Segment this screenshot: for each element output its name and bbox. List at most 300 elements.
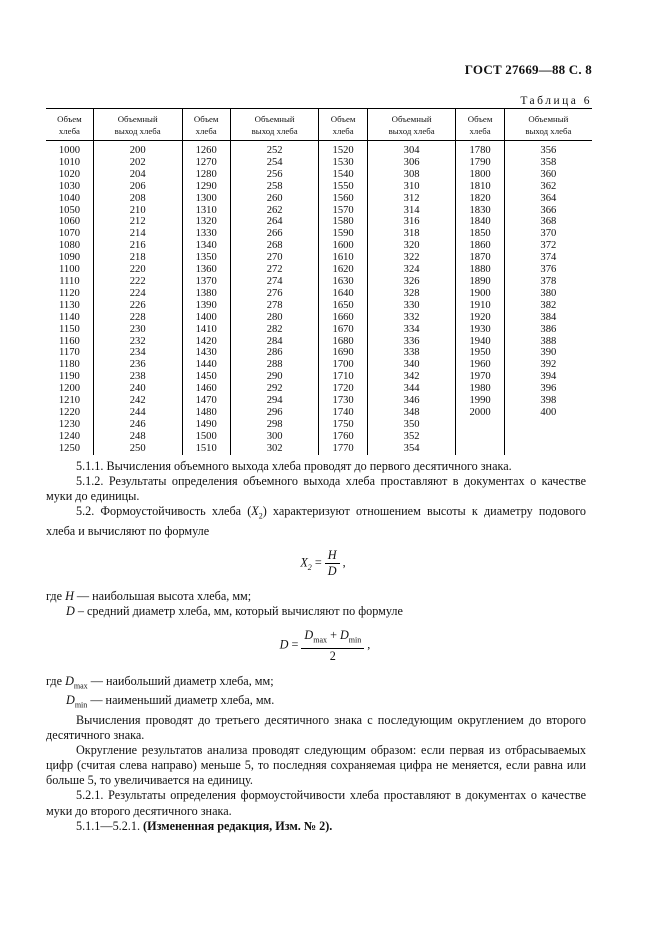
table-cell: 1100 — [59, 264, 80, 276]
table-cell: 1580 — [319, 216, 367, 228]
table-cell: 1610 — [319, 252, 367, 264]
table-cell: 200 — [93, 141, 182, 157]
document-body — [46, 459, 586, 834]
table-cell: 376 — [504, 264, 592, 276]
table-cell: 1210 — [58, 395, 81, 407]
table-cell: 400 — [504, 407, 592, 419]
formula-d-lhs: D — [279, 637, 289, 652]
page-header: ГОСТ 27669—88 С. 8 — [464, 62, 592, 77]
table-cell: 348 — [367, 407, 456, 419]
table-cell: 1320 — [182, 216, 230, 228]
table-cell: 1820 — [456, 193, 504, 205]
table-cell: 352 — [367, 431, 456, 443]
table-cell: 1840 — [456, 216, 504, 228]
table-cell: 208 — [93, 193, 182, 205]
p52-variable: X — [251, 504, 259, 519]
num-dmax-var: D — [304, 628, 314, 643]
table-cell: 1980 — [456, 383, 504, 395]
table-row — [46, 324, 592, 336]
table-cell: 1050 — [58, 204, 81, 216]
table-cell: 1140 — [59, 311, 80, 323]
table-cell: 232 — [93, 336, 182, 348]
table-cell — [504, 443, 592, 455]
table-cell: 368 — [504, 216, 592, 228]
table-header-cell — [456, 109, 504, 141]
table-cell: 1480 — [182, 407, 230, 419]
table-cell: 1150 — [59, 323, 80, 335]
table-cell: 206 — [93, 181, 182, 193]
table-cell: 310 — [367, 181, 456, 193]
table-cell: 1190 — [59, 371, 80, 383]
table-cell: 1520 — [319, 141, 367, 157]
table-cell: 398 — [504, 395, 592, 407]
table-cell: 272 — [230, 264, 319, 276]
table-cell: 388 — [504, 336, 592, 348]
table-cell: 380 — [504, 288, 592, 300]
table-cell: 1860 — [456, 240, 504, 252]
table-cell: 306 — [367, 157, 456, 169]
table-header-cell — [367, 109, 456, 141]
header-line: выход хлеба — [251, 126, 298, 136]
header-line: хлеба — [58, 126, 80, 136]
table-cell: 264 — [230, 216, 319, 228]
paragraph-amendment — [46, 819, 586, 834]
table-cell: 218 — [93, 252, 182, 264]
table-cell: 1080 — [58, 240, 81, 252]
paragraph-5-2 — [46, 504, 586, 539]
table-cell: 1920 — [456, 312, 504, 324]
table-cell: 1700 — [319, 359, 367, 371]
table-row — [46, 395, 592, 407]
table-cell: 1890 — [456, 276, 504, 288]
table-row — [46, 252, 592, 264]
table-row — [46, 347, 592, 359]
table-cell: 334 — [367, 324, 456, 336]
table-cell: 270 — [230, 252, 319, 264]
table-cell: 342 — [367, 371, 456, 383]
formula-x2 — [46, 548, 586, 579]
table-cell: 1300 — [182, 193, 230, 205]
table-cell: 1870 — [456, 252, 504, 264]
table-cell: 366 — [504, 205, 592, 217]
table-cell: 1740 — [319, 407, 367, 419]
def-dmin-sub: min — [74, 700, 88, 710]
header-line: выход хлеба — [525, 126, 572, 136]
formula-d-eq: = — [288, 637, 302, 652]
table-cell: 1460 — [182, 383, 230, 395]
table-cell: 1660 — [319, 312, 367, 324]
table-cell: 1020 — [58, 168, 81, 180]
amendment-ref: 5.1.1—5.2.1. — [76, 818, 144, 833]
table-cell: 1220 — [58, 406, 81, 418]
table-header-row — [46, 109, 592, 141]
table-row — [46, 407, 592, 419]
table-cell: 354 — [367, 443, 456, 455]
header-line: Объемный — [391, 114, 432, 124]
table-cell: 1380 — [182, 288, 230, 300]
table-cell — [456, 431, 504, 443]
table-row — [46, 193, 592, 205]
table-cell: 250 — [93, 443, 182, 455]
formula-x2-eq: = — [311, 555, 325, 570]
paragraph-5-1-2: 5.1.2. Результаты определения объемного выхода хлеба проставляют в документах о качестве муки до единицы. — [46, 474, 586, 504]
table-cell: 1950 — [456, 347, 504, 359]
formula-d-denominator: 2 — [329, 648, 336, 663]
table-cell: 322 — [367, 252, 456, 264]
table-cell: 220 — [93, 264, 182, 276]
table-cell: 350 — [367, 419, 456, 431]
table-cell: 394 — [504, 371, 592, 383]
paragraph-rounding: Округление результатов анализа проводят следующим образом: если первая из отбрасываемых цифр (считая слева направо) меньше 5, то последняя сохраняемая цифра не меняется, если равна или больше 5, то увеличивается на единицу. — [46, 743, 586, 788]
table-cell: 1830 — [456, 205, 504, 217]
table-cell: 246 — [93, 419, 182, 431]
p52-text-a: 5.2. Формоустойчивость хлеба ( — [76, 504, 252, 519]
table-cell: 300 — [230, 431, 319, 443]
table-cell: 364 — [504, 193, 592, 205]
table-row — [46, 228, 592, 240]
table-cell: 1970 — [456, 371, 504, 383]
table-cell: 276 — [230, 288, 319, 300]
table-cell: 1880 — [456, 264, 504, 276]
table-cell: 1440 — [182, 359, 230, 371]
table-cell: 1270 — [182, 157, 230, 169]
table-cell: 236 — [93, 359, 182, 371]
table-cell: 1770 — [319, 443, 367, 455]
table-cell: 242 — [93, 395, 182, 407]
formula-d — [46, 628, 586, 664]
table-cell: 1400 — [182, 312, 230, 324]
table-cell — [504, 419, 592, 431]
table-row — [46, 288, 592, 300]
table-cell: 1590 — [319, 228, 367, 240]
table-row — [46, 383, 592, 395]
table-cell: 266 — [230, 228, 319, 240]
table-cell: 1850 — [456, 228, 504, 240]
table-cell: 1240 — [58, 430, 81, 442]
table-cell: 288 — [230, 359, 319, 371]
table-cell: 214 — [93, 228, 182, 240]
table-cell: 1230 — [58, 418, 81, 430]
table-cell: 1780 — [456, 141, 504, 157]
definition-dmax — [46, 674, 586, 694]
table-row — [46, 443, 592, 455]
table-cell: 258 — [230, 181, 319, 193]
table-cell: 1680 — [319, 336, 367, 348]
table-cell: 1330 — [182, 228, 230, 240]
table-cell: 1470 — [182, 395, 230, 407]
table-cell: 1250 — [58, 442, 81, 454]
table-cell: 1560 — [319, 193, 367, 205]
table-cell: 256 — [230, 169, 319, 181]
table-cell: 1000 — [58, 145, 81, 156]
table-cell: 316 — [367, 216, 456, 228]
table-cell: 314 — [367, 205, 456, 217]
table-cell: 332 — [367, 312, 456, 324]
table-cell: 358 — [504, 157, 592, 169]
table-cell — [504, 431, 592, 443]
table-cell: 222 — [93, 276, 182, 288]
table-cell: 234 — [93, 347, 182, 359]
table-cell: 1260 — [182, 141, 230, 157]
table-row — [46, 169, 592, 181]
table-cell: 284 — [230, 336, 319, 348]
table-cell: 1040 — [58, 192, 81, 204]
table-cell: 1930 — [456, 324, 504, 336]
table-cell: 372 — [504, 240, 592, 252]
table-cell: 1340 — [182, 240, 230, 252]
formula-x2-numerator: H — [325, 548, 340, 564]
table-cell: 1110 — [59, 275, 80, 287]
table-row — [46, 157, 592, 169]
table-cell: 1420 — [182, 336, 230, 348]
table-row — [46, 312, 592, 324]
formula-x2-fraction — [325, 548, 340, 579]
table-cell: 1710 — [319, 371, 367, 383]
formula-x2-lhs: X — [300, 555, 308, 570]
table-cell: 1600 — [319, 240, 367, 252]
table-cell: 280 — [230, 312, 319, 324]
formula-x2-tail: , — [339, 555, 346, 570]
table-cell: 1910 — [456, 300, 504, 312]
formula-d-tail: , — [364, 637, 371, 652]
table-cell — [456, 419, 504, 431]
paragraph-5-2-1: 5.2.1. Результаты определения формоустойчивости хлеба проставляют в документах о качестве муки до второго десятичного знака. — [46, 788, 586, 818]
table-6 — [46, 108, 592, 455]
def-h-text: — наибольшая высота хлеба, мм; — [73, 589, 252, 604]
table-cell: 1410 — [182, 324, 230, 336]
def-dmin-var: D — [66, 693, 75, 708]
table-cell: 202 — [93, 157, 182, 169]
def-dmin-text: — наименьший диаметр хлеба, мм. — [87, 693, 275, 708]
table-row — [46, 359, 592, 371]
table-cell: 1730 — [319, 395, 367, 407]
table-cell: 282 — [230, 324, 319, 336]
table-cell: 1360 — [182, 264, 230, 276]
header-line: Объемный — [254, 114, 295, 124]
def-d-text: – средний диаметр хлеба, мм, который вычисляют по формуле — [74, 604, 403, 619]
table-cell: 1070 — [58, 228, 81, 240]
table-cell: 374 — [504, 252, 592, 264]
table-cell: 1530 — [319, 157, 367, 169]
table-cell: 1090 — [58, 252, 81, 264]
table-cell: 254 — [230, 157, 319, 169]
table-cell: 326 — [367, 276, 456, 288]
header-line: хлеба — [332, 126, 354, 136]
table-cell: 262 — [230, 205, 319, 217]
table-cell: 238 — [93, 371, 182, 383]
table-row — [46, 419, 592, 431]
table-cell: 1690 — [319, 347, 367, 359]
def-dmax-sub: max — [73, 681, 88, 691]
table-cell: 286 — [230, 347, 319, 359]
p52-text-b: ) характеризуют отношением высоты к диаметру подового хлеба и вычисляют по формуле — [46, 504, 586, 538]
table-cell: 304 — [367, 141, 456, 157]
table-cell: 344 — [367, 383, 456, 395]
table-cell: 338 — [367, 347, 456, 359]
table-header-cell — [230, 109, 319, 141]
table-row — [46, 300, 592, 312]
table-cell: 1500 — [182, 431, 230, 443]
table-cell: 248 — [93, 431, 182, 443]
table-cell: 1720 — [319, 383, 367, 395]
table-cell: 390 — [504, 347, 592, 359]
num-dmax-sub: max — [313, 635, 328, 645]
table-cell: 396 — [504, 383, 592, 395]
table-cell: 1510 — [182, 443, 230, 455]
header-line: выход хлеба — [388, 126, 435, 136]
table-cell: 274 — [230, 276, 319, 288]
header-line: Объем — [57, 114, 82, 124]
table-cell: 312 — [367, 193, 456, 205]
table-row — [46, 276, 592, 288]
table-cell: 230 — [93, 324, 182, 336]
table-cell: 356 — [504, 141, 592, 157]
table-cell: 1540 — [319, 169, 367, 181]
p52-subscript: 2 — [258, 511, 263, 521]
table-cell: 308 — [367, 169, 456, 181]
table-cell: 1670 — [319, 324, 367, 336]
table-row — [46, 216, 592, 228]
formula-x2-lhs-sub: 2 — [307, 562, 312, 572]
header-line: Объем — [467, 114, 493, 124]
table-cell: 278 — [230, 300, 319, 312]
num-op: + — [327, 628, 340, 643]
def-d-var: D — [66, 604, 75, 619]
table-cell: 392 — [504, 359, 592, 371]
table-cell: 1450 — [182, 371, 230, 383]
table-row — [46, 371, 592, 383]
table-cell: 370 — [504, 228, 592, 240]
table-cell — [456, 443, 504, 455]
table-body — [46, 141, 592, 455]
amendment-note: (Измененная редакция, Изм. № 2). — [143, 818, 333, 833]
header-line: хлеба — [469, 126, 491, 136]
table-cell: 1280 — [182, 169, 230, 181]
table-cell: 1350 — [182, 252, 230, 264]
table-cell: 318 — [367, 228, 456, 240]
table-header-cell — [319, 109, 367, 141]
table-cell: 1060 — [58, 216, 81, 228]
table-cell: 292 — [230, 383, 319, 395]
table-cell: 294 — [230, 395, 319, 407]
table-cell: 1120 — [59, 287, 80, 299]
table-cell: 1570 — [319, 205, 367, 217]
formula-d-fraction — [301, 628, 364, 664]
table-cell: 382 — [504, 300, 592, 312]
def-dmax-text: — наибольший диаметр хлеба, мм; — [87, 673, 274, 688]
def-h-prefix: где — [46, 589, 66, 604]
table-row — [46, 205, 592, 217]
table-header-cell — [93, 109, 182, 141]
table-row — [46, 336, 592, 348]
table-cell: 1370 — [182, 276, 230, 288]
num-dmin-sub: min — [348, 635, 362, 645]
table-cell: 328 — [367, 288, 456, 300]
table-cell: 2000 — [456, 407, 504, 419]
table-cell: 1010 — [58, 156, 81, 168]
header-line: хлеба — [195, 126, 217, 136]
num-dmin-var: D — [339, 628, 349, 643]
table-cell: 1750 — [319, 419, 367, 431]
table-cell: 1200 — [58, 383, 81, 395]
table-cell: 204 — [93, 169, 182, 181]
table-cell: 298 — [230, 419, 319, 431]
definition-d — [46, 604, 586, 619]
table-cell: 1640 — [319, 288, 367, 300]
table-row — [46, 181, 592, 193]
table-cell: 360 — [504, 169, 592, 181]
table-cell: 1650 — [319, 300, 367, 312]
table-header-cell — [46, 109, 93, 141]
table-cell: 228 — [93, 312, 182, 324]
table-cell: 320 — [367, 240, 456, 252]
table-cell: 252 — [230, 141, 319, 157]
table-cell: 324 — [367, 264, 456, 276]
table-cell: 216 — [93, 240, 182, 252]
table-row — [46, 264, 592, 276]
table-cell: 384 — [504, 312, 592, 324]
table-cell: 1160 — [59, 335, 80, 347]
table-cell: 1030 — [58, 180, 81, 192]
formula-x2-denominator: D — [327, 564, 337, 578]
table-cell: 1620 — [319, 264, 367, 276]
table-header-cell — [504, 109, 592, 141]
paragraph-calc: Вычисления проводят до третьего десятичного знака с последующим округлением до второго десятичного знака. — [46, 712, 586, 743]
table-cell: 1960 — [456, 359, 504, 371]
table-cell: 240 — [93, 383, 182, 395]
table-row — [46, 240, 592, 252]
table-cell: 1940 — [456, 336, 504, 348]
table-cell: 212 — [93, 216, 182, 228]
table-caption: Таблица 6 — [520, 95, 592, 107]
table-row — [46, 431, 592, 443]
table-cell: 268 — [230, 240, 319, 252]
header-line: Объем — [330, 114, 356, 124]
table-cell: 1790 — [456, 157, 504, 169]
table-cell: 210 — [93, 205, 182, 217]
table-cell: 1490 — [182, 419, 230, 431]
def-dmax-var: D — [65, 673, 74, 688]
def-h-var: H — [65, 589, 74, 604]
formula-d-numerator — [301, 628, 364, 649]
table-cell: 378 — [504, 276, 592, 288]
header-line: выход хлеба — [114, 126, 161, 136]
table-cell: 330 — [367, 300, 456, 312]
definition-dmin — [46, 693, 586, 713]
table-cell: 226 — [93, 300, 182, 312]
table-row — [46, 141, 592, 157]
table-cell: 362 — [504, 181, 592, 193]
table-cell: 260 — [230, 193, 319, 205]
table-cell: 244 — [93, 407, 182, 419]
table-cell: 1900 — [456, 288, 504, 300]
table-cell: 1430 — [182, 347, 230, 359]
table-cell: 1760 — [319, 431, 367, 443]
table-cell: 340 — [367, 359, 456, 371]
table-cell: 386 — [504, 324, 592, 336]
table-cell: 1130 — [59, 299, 80, 311]
table-cell: 224 — [93, 288, 182, 300]
table-cell: 1180 — [59, 359, 80, 371]
header-line: Объемный — [528, 114, 569, 124]
table-cell: 336 — [367, 336, 456, 348]
header-line: Объемный — [117, 114, 158, 124]
table-cell: 290 — [230, 371, 319, 383]
table-cell: 1550 — [319, 181, 367, 193]
table-cell: 1390 — [182, 300, 230, 312]
table-cell: 1310 — [182, 205, 230, 217]
def-dmax-prefix: где — [46, 673, 66, 688]
